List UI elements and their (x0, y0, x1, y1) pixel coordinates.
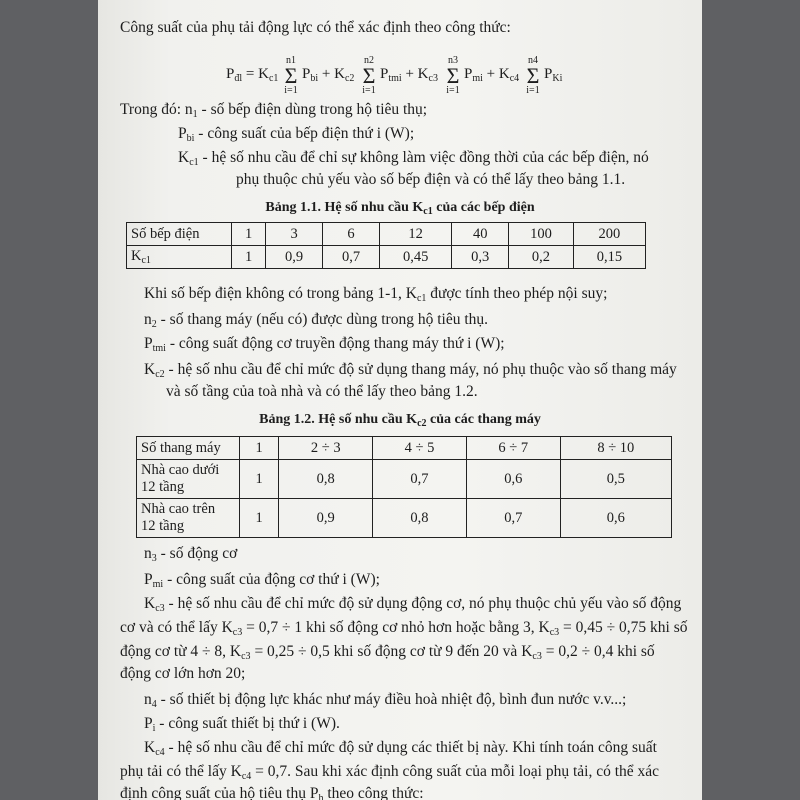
def-kc3-3: động cơ từ 4 ÷ 8, $K_{c3} = 0,25 \div 0,5$ khi số động cơ từ 9 đến 20 và $K_{c3} = 0,2 \div 0,4$ khi số (120, 643, 655, 662)
table2-header-cell: 8 ÷ 10 (560, 437, 671, 460)
def-kc1: $K_{c1}$ - hệ số nhu cầu để chỉ sự không làm việc đồng thời của các bếp điện, nó (178, 149, 649, 168)
def-n3: $n_3$ - số động cơ (144, 545, 238, 564)
def-kc3-4: động cơ lớn hơn 20; (120, 665, 246, 682)
table2-label: Nhà cao dưới 12 tầng (137, 460, 240, 499)
table1-cell: 0,45 (380, 246, 452, 269)
table1-cell: 200 (573, 223, 645, 246)
def-kc4-2: phụ tải có thể lấy $K_{c4} = 0,7$. Sau khi xác định công suất của mỗi loại phụ tải, có thể xác (120, 763, 660, 782)
table2-cell: 1 (240, 460, 279, 499)
table2-cell: 0,8 (279, 460, 373, 499)
def-n4: $n_4$ - số thiết bị động lực khác như máy điều hoà nhiệt độ, bình đun nước v.v...; (144, 691, 627, 710)
table1-cell: 12 (380, 223, 452, 246)
table1-cell: 0,3 (452, 246, 509, 269)
table2-header (137, 437, 672, 460)
def-ptm: $P_{tmi}$ - công suất động cơ truyền động thang máy thứ i (W); (144, 335, 505, 354)
def-kc3-2: cơ và có thể lấy $K_{c3} = 0,7 \div 1$ khi số động cơ nhỏ hơn hoặc bằng 3, $K_{c3} = 0,45 \div 0,75$ khi số (120, 619, 688, 638)
table2-cell: 0,6 (466, 460, 560, 499)
def-kc2-cont: và số tầng của toà nhà và có thể lấy theo bảng 1.2. (166, 383, 478, 400)
table1-cell: 3 (266, 223, 323, 246)
def-kc1-cont: phụ thuộc chủ yếu vào số bếp điện và có thể lấy theo bảng 1.1. (236, 171, 626, 188)
def-kc4-1: $K_{c4}$ - hệ số nhu cầu để chỉ mức độ sử dụng các thiết bị này. Khi tính toán công suất (144, 739, 657, 758)
table-kc1 (126, 222, 646, 269)
table2-cell: 0,9 (279, 499, 373, 538)
table2-cell: 0,7 (466, 499, 560, 538)
table1-cell: 0,15 (573, 246, 645, 269)
def-n2: $n_2$ - số thang máy (nếu có) được dùng trong hộ tiêu thụ. (144, 311, 489, 330)
def-kc4-3: định công suất của hộ tiêu thụ $P_h$ theo công thức: (120, 785, 424, 800)
table2-cell: 0,7 (373, 460, 467, 499)
def-pmi: $P_{mi}$ - công suất của động cơ thứ i (W); (144, 571, 380, 590)
table2-cell: 0,8 (373, 499, 467, 538)
sum-1: n1 Σ i=1 (284, 55, 298, 96)
table1-row-kc1 (127, 246, 646, 269)
table2-row-over12 (137, 499, 672, 538)
table2-header-cell: 6 ÷ 7 (466, 437, 560, 460)
table2-header-cell: 2 ÷ 3 (279, 437, 373, 460)
sum-2: n2 Σ i=1 (362, 55, 376, 96)
table2-header-cell: Số thang máy (137, 437, 240, 460)
def-kc3-1: $K_{c3}$ - hệ số nhu cầu để chỉ mức độ sử dụng động cơ, nó phụ thuộc chủ yếu vào số động (144, 595, 682, 614)
table1-cell: 1 (232, 223, 266, 246)
table1-row-count (127, 223, 646, 246)
def-kc2: $K_{c2}$ - hệ số nhu cầu để chỉ mức độ sử dụng thang máy, nó phụ thuộc vào số thang máy (144, 361, 677, 380)
table1-cell: 100 (509, 223, 574, 246)
sum-3: n3 Σ i=1 (446, 55, 460, 96)
table1-cell: 40 (452, 223, 509, 246)
def-pbi: $P_{bi}$ - công suất của bếp điện thứ i (W); (178, 125, 415, 144)
table1-cell: 0,9 (266, 246, 323, 269)
table2-cell: 0,6 (560, 499, 671, 538)
table1-cell: 0,2 (509, 246, 574, 269)
formula-term-4: $P_{Ki}$ (544, 66, 563, 84)
def-pi: $P_i$ - công suất thiết bị thứ i (W). (144, 715, 340, 734)
table2-header-cell: 4 ÷ 5 (373, 437, 467, 460)
table1-cell: 0,7 (323, 246, 380, 269)
intro-line: Công suất của phụ tải động lực có thể xác định theo công thức: (120, 19, 511, 36)
table1-cell: 6 (323, 223, 380, 246)
table1-cell: 1 (232, 246, 266, 269)
table2-cell: 1 (240, 499, 279, 538)
table2-row-under12 (137, 460, 672, 499)
formula-term-3: $P_{mi} + K_{c4}$ (464, 66, 520, 84)
sum-4: n4 Σ i=1 (526, 55, 540, 96)
interp-line: Khi số bếp điện không có trong bảng 1-1, $K_{c1}$ được tính theo phép nội suy; (144, 285, 608, 304)
formula-term-2: $P_{tmi} + K_{c3}$ (380, 66, 438, 84)
table2-cell: 0,5 (560, 460, 671, 499)
def-n1: Trong đó: $n_1$ - số bếp điện dùng trong hộ tiêu thụ; (120, 101, 428, 120)
table1-label: $K_{c1}$ (127, 246, 232, 269)
book-page (98, 0, 702, 800)
formula-term-1: $P_{bi} + K_{c2}$ (302, 66, 355, 84)
table2-label: Nhà cao trên 12 tầng (137, 499, 240, 538)
table2-caption: Bảng 1.2. Hệ số nhu cầu $K_{c2}$ của các thang máy (259, 412, 541, 429)
table1-caption: Bảng 1.1. Hệ số nhu cầu $K_{c1}$ của các bếp điện (265, 200, 535, 217)
table-kc2 (136, 436, 672, 538)
formula-lhs: $P_{đl} = K_{c1}$ (226, 66, 279, 84)
table1-label: Số bếp điện (127, 223, 232, 246)
table2-header-cell: 1 (240, 437, 279, 460)
